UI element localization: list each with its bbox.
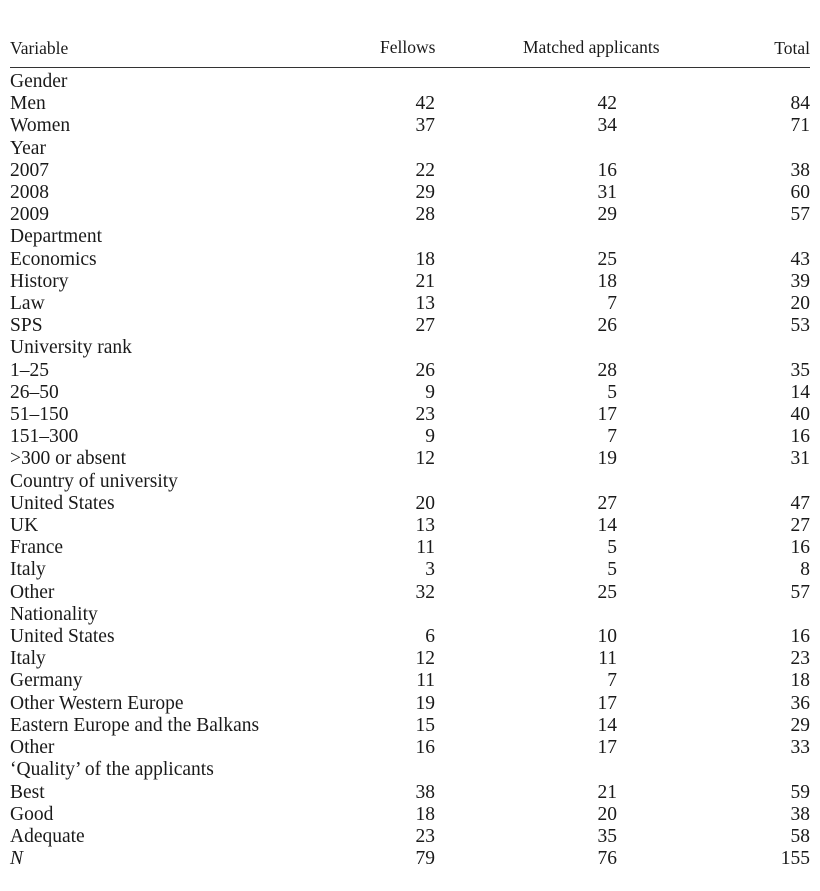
row-label: Best [10,781,45,803]
total-value [617,471,810,493]
table-row [10,360,810,382]
matched-applicants-value [435,138,617,160]
total-value: 16 [790,537,810,559]
fellows-value: 20 [415,492,435,514]
row-label: 2009 [10,204,49,226]
matched-applicants-value [435,759,617,781]
matched-applicants-value: 16 [597,159,617,181]
fellows-value: 3 [425,559,435,581]
matched-applicants-value: 7 [607,426,617,448]
table-row [10,670,810,692]
table-row [10,115,810,137]
category-label: Gender [10,71,68,92]
row-label: Adequate [10,825,85,847]
matched-applicants-value: 20 [597,803,617,825]
matched-applicants-value [435,604,617,626]
row-label: Other [10,737,55,759]
header-fellows: Fellows [380,37,436,57]
matched-applicants-value: 17 [597,737,617,759]
fellows-value: 15 [415,714,435,736]
total-value: 40 [790,404,810,426]
total-value: 16 [790,426,810,448]
total-value: 43 [790,248,810,270]
fellows-value: 12 [415,648,435,670]
fellows-value: 27 [415,315,435,337]
matched-applicants-value: 17 [597,692,617,714]
category-row [10,337,810,359]
table-row [10,182,810,204]
row-label: Other Western Europe [10,692,184,714]
total-value: 38 [790,159,810,181]
fellows-value: 11 [416,537,435,559]
category-label: Department [10,226,103,248]
table-row [10,737,810,759]
total-value: 47 [790,492,810,514]
row-label: Eastern Europe and the Balkans [10,714,260,736]
matched-applicants-value: 31 [597,182,617,204]
table-row [10,559,810,581]
total-value: 29 [790,714,810,736]
fellows-value [410,138,435,160]
matched-applicants-value: 42 [597,93,617,115]
fellows-value: 28 [415,204,435,226]
total-value: 27 [790,515,810,537]
table-row [10,404,810,426]
matched-applicants-value: 7 [607,670,617,692]
fellows-value: 42 [415,93,435,115]
total-value [617,337,810,359]
row-label: UK [10,515,39,537]
matched-applicants-value: 25 [597,248,617,270]
matched-applicants-value: 10 [597,626,617,648]
row-label: Women [10,115,71,137]
total-value: 8 [800,559,810,581]
table-row [10,382,810,404]
category-row [10,848,810,870]
matched-applicants-value: 28 [597,359,617,381]
total-value: 35 [790,359,810,381]
matched-applicants-value: 5 [607,537,617,559]
total-value [617,759,810,781]
table-row [10,537,810,559]
fellows-value: 38 [415,781,435,803]
row-label: Men [10,93,46,115]
category-label: Nationality [10,603,98,625]
fellows-value: 11 [416,670,435,692]
category-label: University rank [10,337,132,359]
matched-applicants-value: 5 [607,381,617,403]
fellows-value [410,226,435,248]
matched-applicants-value: 27 [597,492,617,514]
matched-applicants-value [435,226,617,248]
total-value: 84 [790,93,810,115]
table-row [10,715,810,737]
fellows-value: 12 [415,448,435,470]
total-value: 23 [790,648,810,670]
fellows-value: 13 [415,515,435,537]
table-body [10,68,810,871]
matched-applicants-value: 26 [597,315,617,337]
table-row [10,293,810,315]
matched-applicants-value [435,337,617,359]
total-value: 31 [790,448,810,470]
table-row [10,804,810,826]
fellows-value: 23 [415,404,435,426]
data-table [10,37,810,870]
matched-applicants-value [435,68,617,94]
fellows-value: 18 [415,803,435,825]
row-label: Good [10,803,54,825]
row-label: 2008 [10,182,49,204]
total-value: 60 [790,182,810,204]
fellows-value: 29 [415,182,435,204]
matched-applicants-value: 34 [597,115,617,137]
row-label: Other [10,581,55,603]
matched-applicants-value: 19 [597,448,617,470]
total-value: 18 [790,670,810,692]
row-label: 151–300 [10,426,79,448]
fellows-value: 26 [415,359,435,381]
matched-applicants-value: 35 [597,825,617,847]
table-row [10,826,810,848]
total-value [617,226,810,248]
total-value: 155 [780,848,810,870]
table-row [10,782,810,804]
total-value: 38 [790,803,810,825]
row-label: United States [10,626,115,648]
table-row [10,626,810,648]
table-row [10,426,810,448]
matched-applicants-value: 76 [597,848,617,870]
fellows-value: 6 [425,626,435,648]
row-label: France [10,537,64,559]
total-value: 59 [790,781,810,803]
matched-applicants-value: 17 [597,404,617,426]
total-value: 20 [790,293,810,315]
matched-applicants-value: 21 [597,781,617,803]
fellows-value: 19 [415,692,435,714]
total-value: 39 [790,270,810,292]
fellows-value: 9 [425,426,435,448]
category-row [10,226,810,248]
total-value: 36 [790,692,810,714]
table-row [10,493,810,515]
fellows-value [410,604,435,626]
row-label: SPS [10,315,43,337]
matched-applicants-value: 11 [598,648,617,670]
fellows-value: 13 [415,293,435,315]
total-value [617,604,810,626]
fellows-value [410,471,435,493]
matched-applicants-value: 18 [597,270,617,292]
fellows-value: 37 [415,115,435,137]
fellows-value [410,337,435,359]
table-row [10,271,810,293]
table-row [10,448,810,470]
table-row [10,515,810,537]
header-variable: Variable [10,37,410,68]
matched-applicants-value: 29 [597,204,617,226]
row-label: >300 or absent [10,448,127,470]
fellows-value [410,759,435,781]
total-value: 33 [790,737,810,759]
matched-applicants-value [435,471,617,493]
table-row [10,648,810,670]
total-value: 57 [790,204,810,226]
row-label: 51–150 [10,404,69,426]
matched-applicants-value: 5 [607,559,617,581]
row-label: Italy [10,648,46,670]
category-label: Year [10,137,46,159]
row-label: Economics [10,248,97,270]
header-matched-applicants: Matched applicants [523,37,660,57]
fellows-value: 18 [415,248,435,270]
category-label: ‘Quality’ of the applicants [10,759,214,781]
table-row [10,582,810,604]
row-label: History [10,270,69,292]
total-value: 53 [790,315,810,337]
matched-applicants-value: 25 [597,581,617,603]
row-label: 2007 [10,159,49,181]
table-row [10,204,810,226]
row-label: 1–25 [10,359,49,381]
table-row [10,315,810,337]
fellows-value: 22 [415,159,435,181]
matched-applicants-value: 14 [597,515,617,537]
table-row [10,93,810,115]
category-row [10,759,810,781]
category-label: Country of university [10,470,178,492]
row-label: 26–50 [10,381,59,403]
total-value [617,138,810,160]
fellows-value: 16 [415,737,435,759]
fellows-value [410,68,435,94]
total-value: 16 [790,626,810,648]
fellows-value: 79 [415,848,435,870]
total-value: 58 [790,825,810,847]
table-row [10,693,810,715]
category-label: N [10,848,24,870]
total-value: 57 [790,581,810,603]
row-label: United States [10,492,115,514]
fellows-value: 9 [425,381,435,403]
category-row [10,604,810,626]
category-row [10,138,810,160]
row-label: Italy [10,559,46,581]
row-label: Law [10,293,45,315]
total-value [617,68,810,94]
category-row [10,471,810,493]
table-row [10,160,810,182]
total-value: 14 [790,381,810,403]
total-value: 71 [790,115,810,137]
matched-applicants-value: 7 [607,293,617,315]
row-label: Germany [10,670,83,692]
category-row [10,68,810,94]
fellows-value: 21 [415,270,435,292]
table-row [10,249,810,271]
fellows-value: 23 [415,825,435,847]
fellows-value: 32 [415,581,435,603]
matched-applicants-value: 14 [597,714,617,736]
header-total: Total [617,37,810,68]
